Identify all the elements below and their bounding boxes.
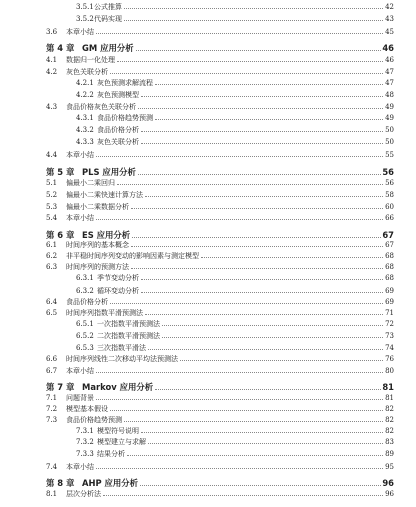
toc-entry-number: 3.5.2 xyxy=(76,15,94,23)
toc-entry-title: 灰色预测求解流程 xyxy=(97,79,153,87)
toc-entry-number: 4.2.1 xyxy=(76,79,94,87)
toc-dot-leader xyxy=(103,495,383,496)
toc-dot-leader xyxy=(180,360,383,361)
toc-entry xyxy=(46,213,394,223)
toc-entry xyxy=(46,415,394,425)
toc-entry xyxy=(46,178,394,188)
toc-entry xyxy=(46,202,394,212)
toc-entry-title: 本章小结 xyxy=(66,151,94,159)
toc-entry-title: 时间序列的预测方法 xyxy=(66,263,129,271)
toc-page-number: 73 xyxy=(385,332,394,340)
toc-dot-leader xyxy=(117,61,383,62)
toc-page-number: 83 xyxy=(385,438,394,446)
toc-entry-title: 公式推算 xyxy=(94,3,122,11)
toc-entry-number: 7.2 xyxy=(46,405,58,413)
toc-dot-leader xyxy=(110,303,383,304)
toc-entry-number: 8.1 xyxy=(46,490,58,498)
toc-dot-leader xyxy=(131,268,383,269)
toc-entry xyxy=(46,150,394,160)
toc-entry-title: 食品价格趋势预测 xyxy=(66,416,122,424)
toc-page-number: 46 xyxy=(382,43,394,53)
toc-page-number: 56 xyxy=(382,167,394,177)
toc-dot-leader xyxy=(141,279,383,280)
toc-entry-number: 6.1 xyxy=(46,241,58,249)
toc-entry-title: 结果分析 xyxy=(97,450,125,458)
toc-entry xyxy=(46,449,394,459)
toc-dot-leader xyxy=(148,443,383,444)
toc-entry xyxy=(46,113,394,123)
toc-entry-title: 非平稳时间序列变动的影响因素与测定模型 xyxy=(66,252,199,260)
toc-page-number: 66 xyxy=(385,214,394,222)
toc-dot-leader xyxy=(124,421,383,422)
toc-page-number: 68 xyxy=(385,263,394,271)
toc-dot-leader xyxy=(155,389,381,390)
toc-dot-leader xyxy=(162,325,383,326)
toc-page-number: 60 xyxy=(385,203,394,211)
toc-entry xyxy=(46,78,394,88)
toc-entry-number: 7.3.1 xyxy=(76,427,94,435)
toc-entry-title: 二次指数平滑预测法 xyxy=(97,332,160,340)
toc-page-number: 56 xyxy=(385,179,394,187)
toc-entry-number: 5.2 xyxy=(46,191,58,199)
toc-dot-leader xyxy=(110,73,383,74)
toc-page-number: 74 xyxy=(385,344,394,352)
toc-entry-number: 6.5 xyxy=(46,309,58,317)
toc-entry-number: 6.5.2 xyxy=(76,332,94,340)
toc-entry xyxy=(46,393,394,403)
toc-dot-leader xyxy=(141,131,383,132)
toc-entry-title: 模型基本假设 xyxy=(66,405,108,413)
toc-entry xyxy=(46,343,394,353)
toc-page-number: 81 xyxy=(382,382,394,392)
toc-dot-leader xyxy=(117,184,383,185)
toc-page-number: 68 xyxy=(385,274,394,282)
toc-page-number: 71 xyxy=(385,309,394,317)
toc-dot-leader xyxy=(141,292,383,293)
toc-entry-title: PLS 应用分析 xyxy=(82,167,136,177)
toc-dot-leader xyxy=(132,237,381,238)
toc-entry-number: 6.2 xyxy=(46,252,58,260)
toc-entry-title: 灰色关联分析 xyxy=(66,68,108,76)
toc-dot-leader xyxy=(145,314,383,315)
toc-entry-number: 第 8 章 xyxy=(46,478,75,488)
toc-page-number: 82 xyxy=(385,416,394,424)
toc-chapter-heading xyxy=(46,381,394,393)
toc-entry-title: 模型建立与求解 xyxy=(97,438,146,446)
toc-entry xyxy=(46,366,394,376)
toc-entry xyxy=(46,240,394,250)
toc-page-number: 67 xyxy=(385,241,394,249)
toc-dot-leader xyxy=(140,485,381,486)
toc-entry-title: 食品价格分析 xyxy=(66,298,108,306)
toc-entry-number: 6.3.1 xyxy=(76,274,94,282)
toc-entry-title: 循环变动分析 xyxy=(97,287,139,295)
toc-entry-number: 6.4 xyxy=(46,298,58,306)
toc-dot-leader xyxy=(141,96,383,97)
toc-entry-title: 食品价格分析 xyxy=(97,126,139,134)
toc-entry-number: 6.5.1 xyxy=(76,320,94,328)
toc-page-number: 58 xyxy=(385,191,394,199)
toc-entry-number: 第 7 章 xyxy=(46,382,75,392)
toc-page-number: 82 xyxy=(385,405,394,413)
toc-entry xyxy=(46,404,394,414)
toc-dot-leader xyxy=(96,33,383,34)
toc-dot-leader xyxy=(155,84,383,85)
toc-entry xyxy=(46,319,394,329)
toc-dot-leader xyxy=(96,219,383,220)
toc-entry-number: 3.5.1 xyxy=(76,3,94,11)
toc-entry xyxy=(46,90,394,100)
toc-entry xyxy=(46,273,394,283)
toc-entry-title: 层次分析法 xyxy=(66,490,101,498)
toc-entry-number: 7.4 xyxy=(46,463,58,471)
toc-entry xyxy=(46,462,394,472)
toc-entry xyxy=(46,354,394,364)
toc-dot-leader xyxy=(96,399,383,400)
toc-entry-title: 偏最小二乘数据分析 xyxy=(66,203,129,211)
toc-entry-number: 4.2 xyxy=(46,68,58,76)
toc-entry-number: 6.5.3 xyxy=(76,344,94,352)
toc-dot-leader xyxy=(131,208,383,209)
toc-entry xyxy=(46,67,394,77)
toc-entry-number: 6.3.2 xyxy=(76,287,94,295)
toc-entry-title: 本章小结 xyxy=(66,367,94,375)
toc-entry-title: 一次指数平滑预测法 xyxy=(97,320,160,328)
toc-page-number: 67 xyxy=(382,230,394,240)
toc-entry-number: 第 6 章 xyxy=(46,230,75,240)
toc-entry xyxy=(46,55,394,65)
toc-entry xyxy=(46,125,394,135)
toc-page-number: 89 xyxy=(385,450,394,458)
toc-dot-leader xyxy=(110,410,383,411)
toc-entry-title: 时间序列指数平滑预测法 xyxy=(66,309,143,317)
toc-entry-title: 时间序列线性二次移动平均法预测法 xyxy=(66,355,178,363)
toc-entry-title: 代码实现 xyxy=(94,15,122,23)
toc-entry-number: 3.6 xyxy=(46,28,58,36)
toc-entry-number: 4.3 xyxy=(46,103,58,111)
toc-page-number: 96 xyxy=(385,490,394,498)
toc-dot-leader xyxy=(201,257,383,258)
toc-entry xyxy=(46,331,394,341)
toc-entry-title: 季节变动分析 xyxy=(97,274,139,282)
toc-dot-leader xyxy=(124,20,383,21)
toc-page-number: 82 xyxy=(385,427,394,435)
toc-entry-number: 5.1 xyxy=(46,179,58,187)
toc-entry xyxy=(46,308,394,318)
toc-page-number: 69 xyxy=(385,298,394,306)
toc-entry-title: 模型符号说明 xyxy=(97,427,139,435)
toc-entry xyxy=(46,2,394,12)
toc-entry-number: 5.3 xyxy=(46,203,58,211)
toc-entry-title: 偏最小二乘快速计算方法 xyxy=(66,191,143,199)
toc-entry-title: ES 应用分析 xyxy=(82,230,131,240)
toc-dot-leader xyxy=(138,108,383,109)
toc-page-number: 55 xyxy=(385,151,394,159)
toc-dot-leader xyxy=(138,174,381,175)
toc-chapter-heading xyxy=(46,477,394,489)
toc-dot-leader xyxy=(155,119,383,120)
toc-entry-number: 7.3.3 xyxy=(76,450,94,458)
toc-chapter-heading xyxy=(46,166,394,178)
toc-page-number: 47 xyxy=(385,68,394,76)
toc-entry-number: 4.4 xyxy=(46,151,58,159)
toc-page-number: 42 xyxy=(385,3,394,11)
toc-entry xyxy=(46,437,394,447)
toc-entry-number: 4.3.3 xyxy=(76,138,94,146)
toc-entry-number: 7.1 xyxy=(46,394,58,402)
toc-entry-title: 食品价格趋势预测 xyxy=(97,114,153,122)
toc-dot-leader xyxy=(141,143,383,144)
toc-entry xyxy=(46,286,394,296)
toc-dot-leader xyxy=(136,50,382,51)
toc-entry xyxy=(46,426,394,436)
toc-dot-leader xyxy=(124,8,383,9)
toc-entry-title: 本章小结 xyxy=(66,28,94,36)
toc-dot-leader xyxy=(141,432,383,433)
toc-entry xyxy=(46,102,394,112)
toc-entry-title: 本章小结 xyxy=(66,214,94,222)
toc-page-number: 96 xyxy=(382,478,394,488)
toc-page-number: 72 xyxy=(385,320,394,328)
toc-page-number: 50 xyxy=(385,138,394,146)
toc-page-number: 68 xyxy=(385,252,394,260)
toc-entry-title: Markov 应用分析 xyxy=(82,382,154,392)
toc-entry xyxy=(46,262,394,272)
toc-entry-number: 4.1 xyxy=(46,56,58,64)
toc-page-number: 43 xyxy=(385,15,394,23)
toc-entry-number: 6.3 xyxy=(46,263,58,271)
toc-entry-title: 时间序列的基本概念 xyxy=(66,241,129,249)
toc-page-number: 69 xyxy=(385,287,394,295)
toc-page-number: 81 xyxy=(385,394,394,402)
toc-dot-leader xyxy=(96,468,383,469)
toc-entry xyxy=(46,190,394,200)
toc-entry-number: 第 5 章 xyxy=(46,167,75,177)
toc-entry xyxy=(46,489,394,499)
toc-entry-title: 食品价格灰色关联分析 xyxy=(66,103,136,111)
toc-page-number: 46 xyxy=(385,56,394,64)
toc-entry-number: 4.3.1 xyxy=(76,114,94,122)
toc-entry-title: 本章小结 xyxy=(66,463,94,471)
toc-entry-title: GM 应用分析 xyxy=(82,43,134,53)
toc-dot-leader xyxy=(127,455,383,456)
toc-dot-leader xyxy=(96,156,383,157)
toc-entry xyxy=(46,137,394,147)
toc-entry xyxy=(46,251,394,261)
toc-page-number: 50 xyxy=(385,126,394,134)
toc-entry-title: 偏最小二乘回归 xyxy=(66,179,115,187)
toc-entry-number: 第 4 章 xyxy=(46,43,75,53)
toc-dot-leader xyxy=(96,372,383,373)
toc-page-number: 95 xyxy=(385,463,394,471)
toc-entry-title: 三次指数平滑法 xyxy=(97,344,146,352)
toc-page-number: 48 xyxy=(385,91,394,99)
toc-page-number: 49 xyxy=(385,103,394,111)
toc-entry xyxy=(46,297,394,307)
toc-page-number: 80 xyxy=(385,367,394,375)
toc-entry-title: AHP 应用分析 xyxy=(82,478,139,488)
toc-entry xyxy=(46,27,394,37)
toc-entry-number: 4.2.2 xyxy=(76,91,94,99)
toc-entry-number: 4.3.2 xyxy=(76,126,94,134)
toc-entry-number: 7.3.2 xyxy=(76,438,94,446)
toc-page-number: 45 xyxy=(385,28,394,36)
toc-entry xyxy=(46,14,394,24)
toc-dot-leader xyxy=(148,349,383,350)
toc-entry-number: 5.4 xyxy=(46,214,58,222)
toc-entry-number: 6.6 xyxy=(46,355,58,363)
toc-entry-title: 灰色关联分析 xyxy=(97,138,139,146)
toc-page-number: 49 xyxy=(385,114,394,122)
toc-entry-title: 问题背景 xyxy=(66,394,94,402)
toc-dot-leader xyxy=(162,337,383,338)
toc-entry-title: 数据归一化处理 xyxy=(66,56,115,64)
toc-entry-title: 灰色预测模型 xyxy=(97,91,139,99)
toc-chapter-heading xyxy=(46,42,394,54)
toc-page-number: 76 xyxy=(385,355,394,363)
toc-page-number: 47 xyxy=(385,79,394,87)
toc-entry-number: 6.7 xyxy=(46,367,58,375)
toc-dot-leader xyxy=(131,246,383,247)
toc-entry-number: 7.3 xyxy=(46,416,58,424)
toc-dot-leader xyxy=(145,196,383,197)
